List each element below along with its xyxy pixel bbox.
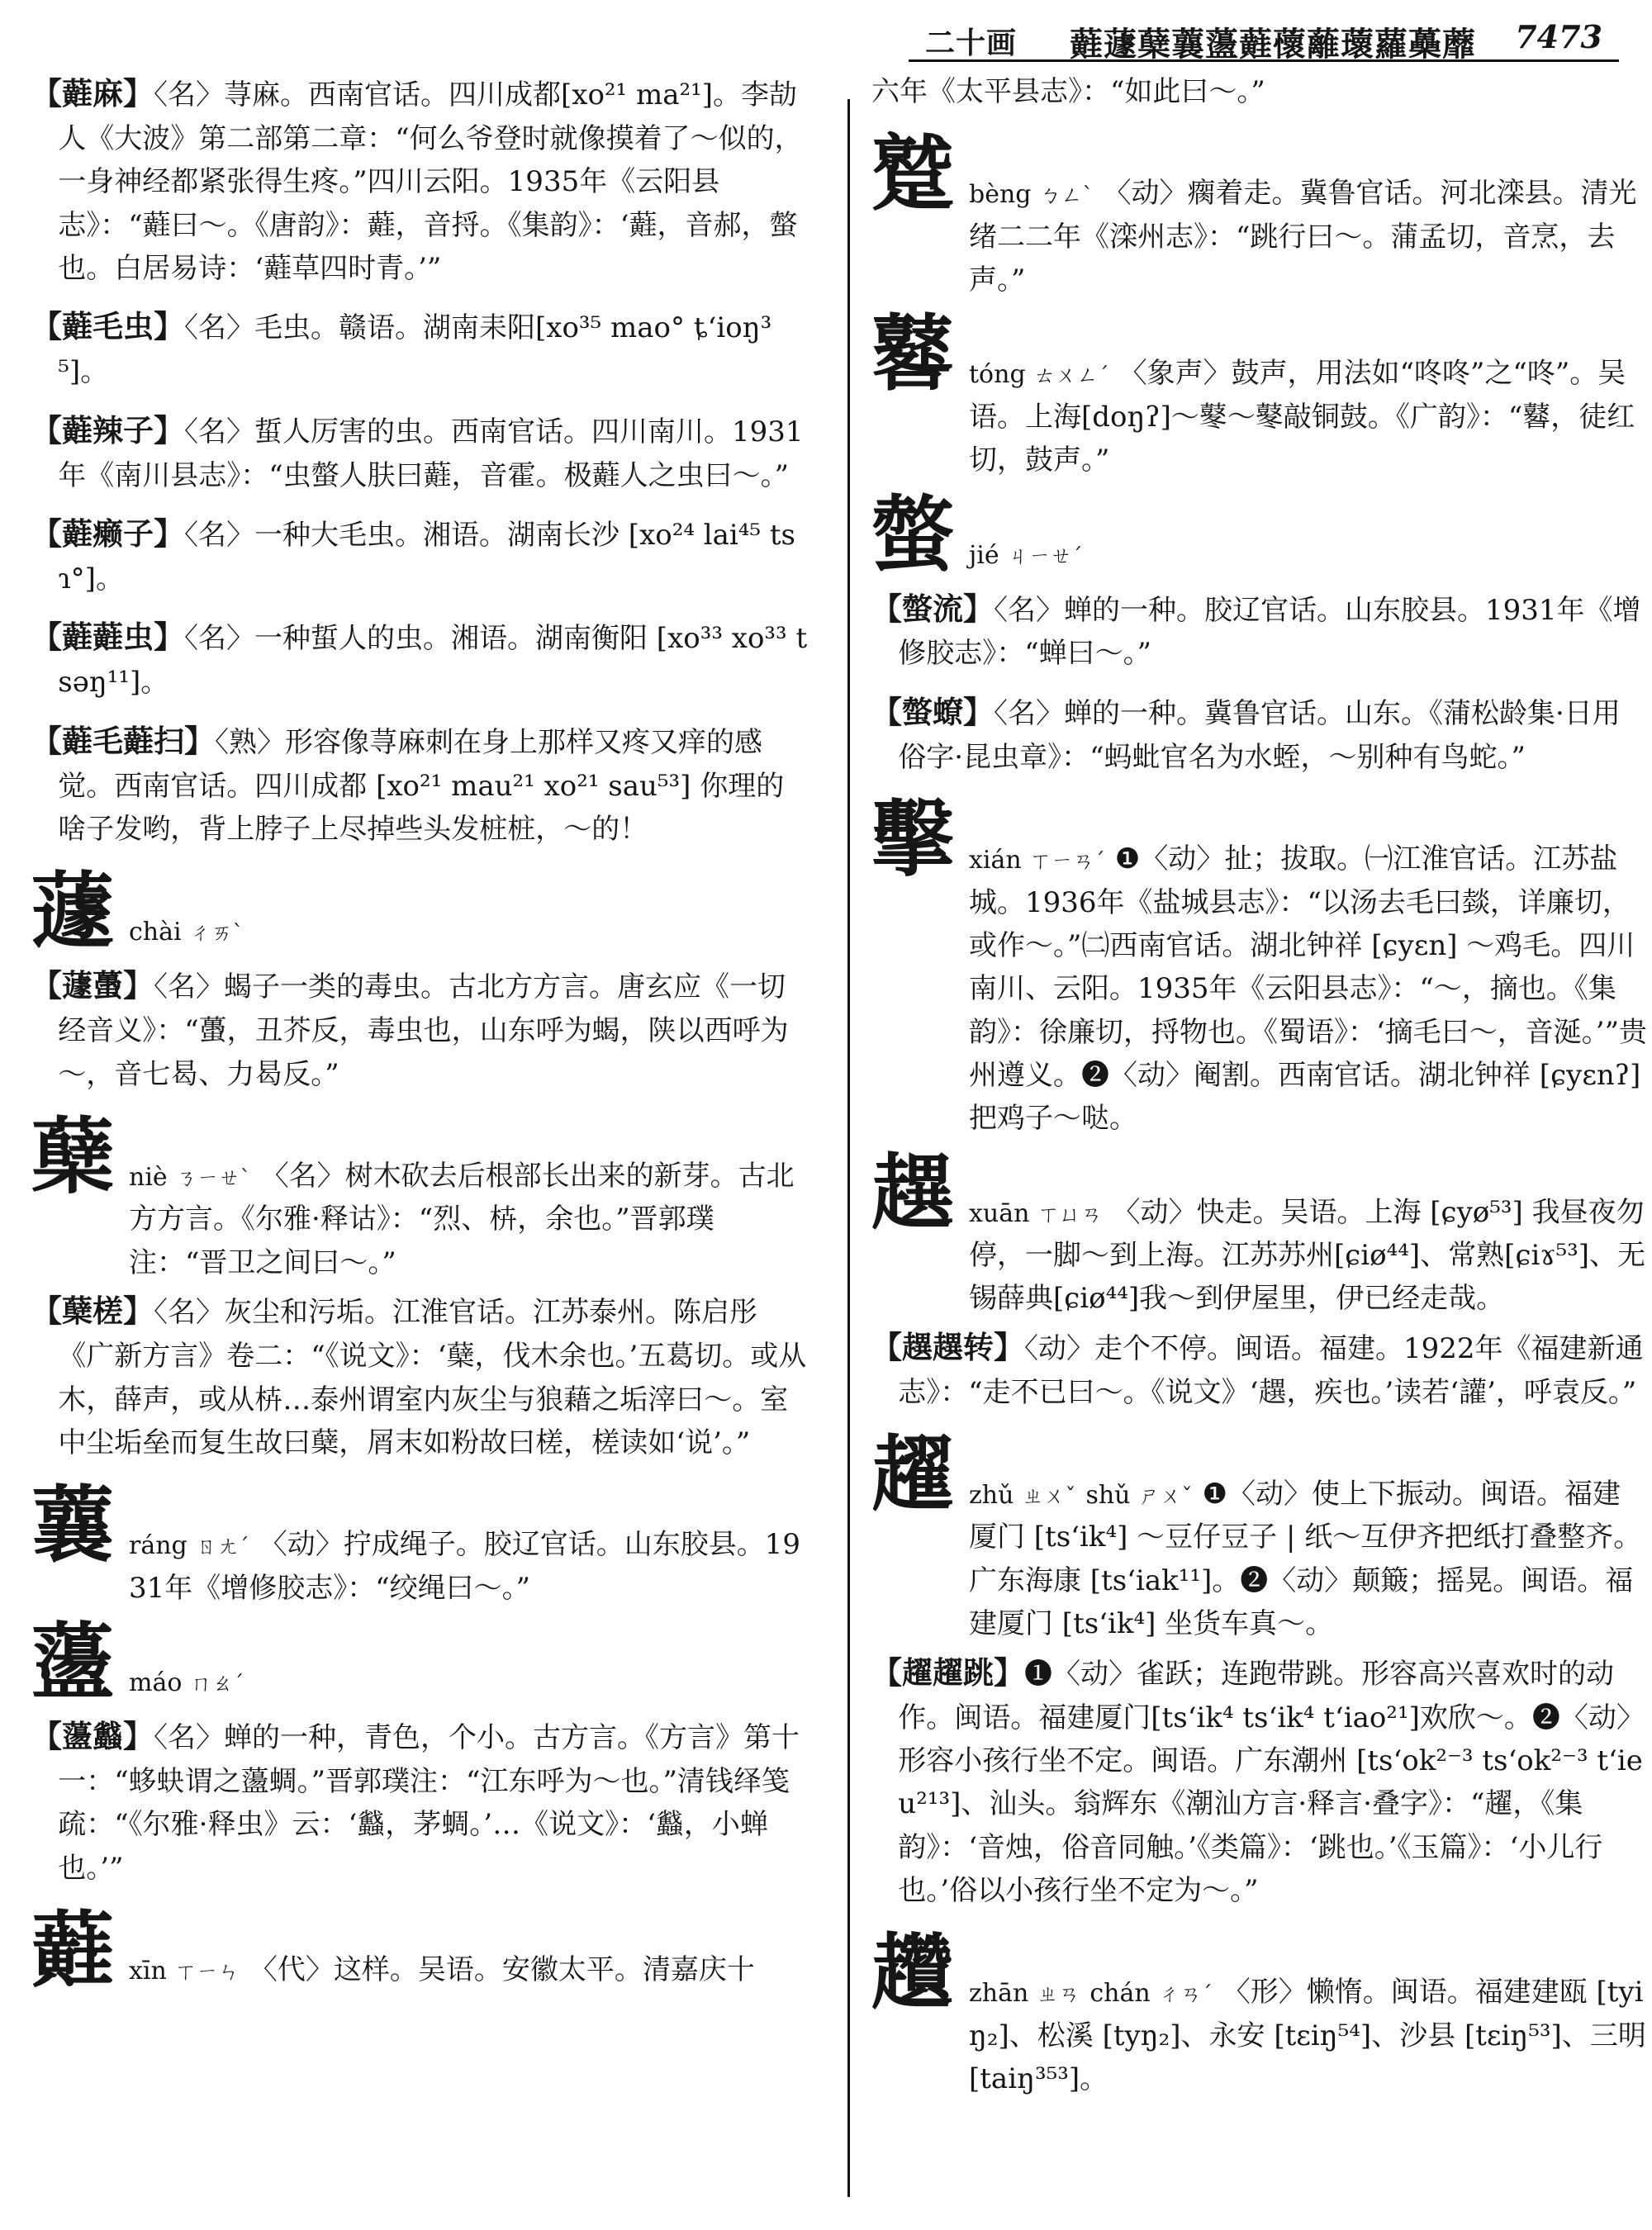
- zhuyin: ㄔㄞˋ: [189, 921, 244, 947]
- pinyin: niè: [129, 1163, 168, 1193]
- entry-headword: 【趩趩转】: [871, 1328, 1024, 1365]
- zhuyin: ㄊㄨㄥˊ: [1033, 363, 1109, 389]
- head-character: 螫: [871, 485, 954, 583]
- entry-headword: 【蘳毛虫】: [31, 308, 184, 345]
- head-character-block: [31, 1612, 808, 1710]
- head-character-block: [871, 306, 1648, 482]
- head-character: 蘧: [31, 862, 114, 961]
- right-column: [871, 70, 1648, 2104]
- entry-definition: 〈动〉走个不停。闽语。福建。1922年《福建新通志》：“走不已曰～。《说文》‘趩，疾也。’读若‘讙’，呼袁反。”: [898, 1331, 1644, 1409]
- header-rule: [909, 59, 1619, 62]
- entry-headword: 【螫蟟】: [871, 693, 994, 730]
- head-character: 蘯: [31, 1612, 114, 1710]
- entry-definition: 〈名〉一种大毛虫。湘语。湖南长沙 [xo²⁴ lai⁴⁵ tsɿ°]。: [58, 519, 795, 596]
- head-definition: ❶〈动〉扯；拔取。㈠江淮官话。江苏盐城。1936年《盐城县志》：“以汤去毛曰燅，详廉切，或作～。”㈡西南官话。湖北钟祥 [ɕyɛn] ～鸡毛。四川南川、云阳。1935年《云阳县志》：“～，摘也。《集韵》：徐廉切，捋物也。《蜀语》：‘摘毛曰～，音涎。’”贵州遵义。❷〈动〉阉割。西南官话。湖北钟祥 [ɕyɛnʔ] 把鸡子～哒。: [969, 842, 1647, 1136]
- head-character-block: [31, 1109, 808, 1284]
- zhuyin-alt: ㄕㄨˇ: [1138, 1484, 1193, 1510]
- zhuyin: ㄒㄧㄢˊ: [1029, 849, 1105, 875]
- entry: [871, 1649, 1648, 1913]
- entry: [31, 510, 808, 600]
- head-character-block: [871, 1925, 1648, 2100]
- zhuyin: ㄅㄥˋ: [1039, 183, 1094, 209]
- entry-definition: 〈名〉荨麻。西南官话。四川成都[xo²¹ ma²¹]。李劼人《大波》第二部第二章：“何么爷登时就像摸着了～似的，一身神经都紧张得生疼。”四川云阳。1935年《云阳县志》：“蘳曰～。《唐韵》：蘳，音捋。《集韵》：‘蘳，音郝，螫也。白居易诗：‘蘳草四时青。’”: [58, 78, 803, 286]
- entry-headword: 【蘖槎】: [31, 1293, 154, 1330]
- zhuyin: ㄖㄤˊ: [195, 1535, 249, 1560]
- head-character-block: [871, 126, 1648, 301]
- entry: [871, 689, 1648, 779]
- pinyin: máo: [129, 1668, 183, 1697]
- pinyin-alt: chán: [1089, 1979, 1151, 2009]
- pinyin: jié: [969, 540, 999, 570]
- entry-headword: 【蘳毛蘳扫】: [31, 722, 215, 759]
- head-definition: 〈动〉拧成绳子。胶辽官话。山东胶县。1931年《增修胶志》：“绞绳曰～。”: [129, 1528, 801, 1605]
- left-column: [31, 70, 808, 2001]
- entry: [871, 586, 1648, 676]
- entry-definition: ❶〈动〉雀跃；连跑带跳。形容高兴喜欢时的动作。闽语。福建厦门[ts‘ik⁴ ts‘ik⁴ t‘iao²¹]欢欣～。❷〈动〉形容小孩行坐不定。闽语。广东潮州 [ts‘ok²⁻³ ts‘ok²⁻³ t‘ieu²¹³]、汕头。翁辉东《潮汕方言·释言·叠字》：“趯，《集韵》：‘音烛，俗音同触。’《类篇》：‘跳也。’《玉篇》：‘小儿行也。’俗以小孩行坐不定为～。”: [898, 1657, 1645, 1907]
- entry: [31, 614, 808, 704]
- zhuyin: ㄒㄧㄣ: [174, 1959, 240, 1985]
- entry: [31, 303, 808, 393]
- head-character-block: [871, 1427, 1648, 1645]
- entry-definition: 〈名〉一种蜇人的虫。湘语。湖南衡阳 [xo³³ xo³³ tsəŋ¹¹]。: [58, 622, 808, 700]
- head-character: 趯: [871, 1426, 954, 1524]
- zhuyin: ㄓㄨˇ: [1022, 1484, 1076, 1510]
- pinyin: xīn: [129, 1956, 167, 1986]
- head-character-block: [871, 1143, 1648, 1321]
- head-definition: 〈名〉树木砍去后根部长出来的新芽。古北方方言。《尔雅·释诂》：“烈、枿，余也。”晋郭璞注：“晋卫之间曰～。”: [129, 1160, 795, 1279]
- zhuyin: ㄇㄠˊ: [190, 1671, 244, 1696]
- entry-headword: 【趯趯跳】: [871, 1654, 1024, 1691]
- head-character-block: [31, 1900, 808, 1999]
- entry-definition: 〈名〉蝉的一种。胶辽官话。山东胶县。1931年《增修胶志》：“蝉曰～。”: [898, 593, 1641, 671]
- entry-definition: 〈名〉蝎子一类的毒虫。古北方方言。唐玄应《一切经音义》：“蠆，丑芥反，毒虫也，山东呼为蝎，陕以西呼为～，音七曷、力曷反。”: [58, 970, 789, 1091]
- page-number: 7473: [1515, 18, 1602, 55]
- entry: [871, 1324, 1648, 1414]
- head-character-block: [871, 792, 1648, 1141]
- zhuyin: ㄓㄢ: [1037, 1982, 1080, 2008]
- entry-definition: 〈熟〉形容像荨麻刺在身上那样又疼又痒的感觉。西南官话。四川成都 [xo²¹ mau²¹ xo²¹ sau⁵³] 你理的啥子发哟，背上脖子上尽掉些头发桩桩，～的！: [58, 725, 785, 847]
- zhuyin-alt: ㄔㄢˊ: [1158, 1982, 1213, 2008]
- head-character-block: [871, 487, 1648, 582]
- head-character: 蘖: [31, 1108, 114, 1206]
- head-definition: 〈形〉懒惰。闽语。福建建瓯 [tyiŋ₂]、松溪 [tyŋ₂]、永安 [tɛiŋ⁵⁴]、沙县 [tɛiŋ⁵³]、三明[taiŋ³⁵³]。: [969, 1976, 1646, 2096]
- head-character: 鼛: [871, 305, 954, 403]
- entry-definition: 〈名〉蝉的一种。冀鲁官话。山东。《蒲松龄集·日用俗字·昆虫章》：“蚂蚍官名为水蛭，～别种有鸟蛇。”: [898, 696, 1621, 774]
- pinyin: zhān: [969, 1979, 1029, 2009]
- zhuyin: ㄒㄩㄢ: [1037, 1202, 1103, 1227]
- entry-headword: 【蘯蠽】: [31, 1717, 154, 1754]
- entry-headword: 【蘧蠆】: [31, 967, 154, 1004]
- pinyin: tóng: [969, 360, 1026, 390]
- entry: [31, 70, 808, 290]
- column-divider: [847, 99, 850, 2197]
- head-character-block: [31, 864, 808, 959]
- pinyin: chài: [129, 918, 182, 947]
- entry-headword: 【蘳辣子】: [31, 411, 184, 448]
- header-char-range: 蘳蘧蘖蘘蘯蘳蘹蘺蘾蘿蘽蘼: [1070, 25, 1476, 64]
- head-character: 趩: [871, 1143, 954, 1241]
- pinyin: ráng: [129, 1531, 188, 1561]
- entry: [31, 718, 808, 852]
- entry-definition: 〈名〉蜇人厉害的虫。西南官话。四川南川。1931年《南川县志》：“虫螫人肤曰蘳，音霍。极蘳人之虫曰～。”: [58, 415, 804, 492]
- entry-definition: 〈名〉灰尘和污垢。江淮官话。江苏泰州。陈启彤《广新方言》卷二：“《说文》：‘蘖，伐木余也。’五葛切。或从木，薛声，或从枿…泰州谓室内灰尘与狼藉之垢滓曰～。室中尘垢垒而复生故曰蘖，屑末如粉故曰槎，槎读如‘说’。”: [58, 1296, 807, 1459]
- entry: [31, 1713, 808, 1890]
- pinyin: bèng: [969, 180, 1032, 210]
- head-character-block: [31, 1478, 808, 1610]
- head-character: 蘳: [31, 1900, 114, 1999]
- head-character: 擊: [871, 790, 954, 889]
- head-definition: 〈动〉快走。吴语。上海 [ɕyø⁵³] 我昼夜勿停，一脚～到上海。江苏苏州[ɕiø⁴⁴]、常熟[ɕiɤ⁵³]、无锡薛典[ɕiø⁴⁴]我～到伊屋里，伊已经走哉。: [969, 1195, 1646, 1316]
- entry: [31, 1288, 808, 1464]
- pinyin: xián: [969, 846, 1022, 875]
- continued-text: 六年《太平县志》：“如此曰～。”: [871, 75, 1265, 108]
- head-definition: ❶〈动〉使上下振动。闽语。福建厦门 [ts‘ik⁴] ～豆仔豆子 | 纸～互伊齐把纸打叠整齐。广东海康 [ts‘iak¹¹]。❷〈动〉颠簸；摇晃。闽语。福建厦门 [ts‘ik⁴] 坐货车真～。: [969, 1478, 1642, 1641]
- page-header: [909, 15, 1611, 66]
- head-definition: 〈象声〉鼓声，用法如“咚咚”之“咚”。吴语。上海[doŋʔ]～鼕～鼕敲铜鼓。《广韵》：“鼛，徒红切，鼓声。”: [969, 357, 1635, 477]
- zhuyin: ㄋㄧㄝˋ: [175, 1166, 251, 1192]
- pinyin: zhǔ: [969, 1481, 1014, 1511]
- entry: [31, 962, 808, 1096]
- head-definition: 〈代〉这样。吴语。安徽太平。清嘉庆十: [249, 1952, 755, 1986]
- entry-headword: 【蘳麻】: [31, 75, 154, 112]
- head-character: 蘘: [31, 1476, 114, 1574]
- pinyin-alt: shǔ: [1085, 1481, 1131, 1511]
- head-character: 趲: [871, 1924, 954, 2022]
- head-definition: 〈动〉瘸着走。冀鲁官话。河北滦县。清光绪二二年《滦州志》：“跳行曰～。蒲孟切，音烹，去声。”: [969, 177, 1637, 297]
- entry-headword: 【螫流】: [871, 590, 994, 627]
- entry-headword: 【蘳蘳虫】: [31, 619, 184, 656]
- entry: [31, 407, 808, 497]
- pinyin: xuān: [969, 1198, 1030, 1228]
- head-character: 蹵: [871, 125, 954, 223]
- zhuyin: ㄐㄧㄝˊ: [1007, 543, 1083, 569]
- entry-definition: 〈名〉蝉的一种，青色，个小。古方言。《方言》第十一：“蛥蚗谓之蘯蜩。”晋郭璞注：“江东呼为～也。”清钱绎笺疏：“《尔雅·释虫》云：‘蠽，茅蜩。’…《说文》：‘蠽，小蝉也。’”: [58, 1720, 800, 1885]
- chapter-label: 二十画: [925, 26, 1018, 60]
- entry-definition: 〈名〉毛虫。赣语。湖南耒阳[xo³⁵ mao° ȶ‘ioŋ³⁵]。: [58, 311, 772, 389]
- entry-headword: 【蘳癞子】: [31, 515, 184, 553]
